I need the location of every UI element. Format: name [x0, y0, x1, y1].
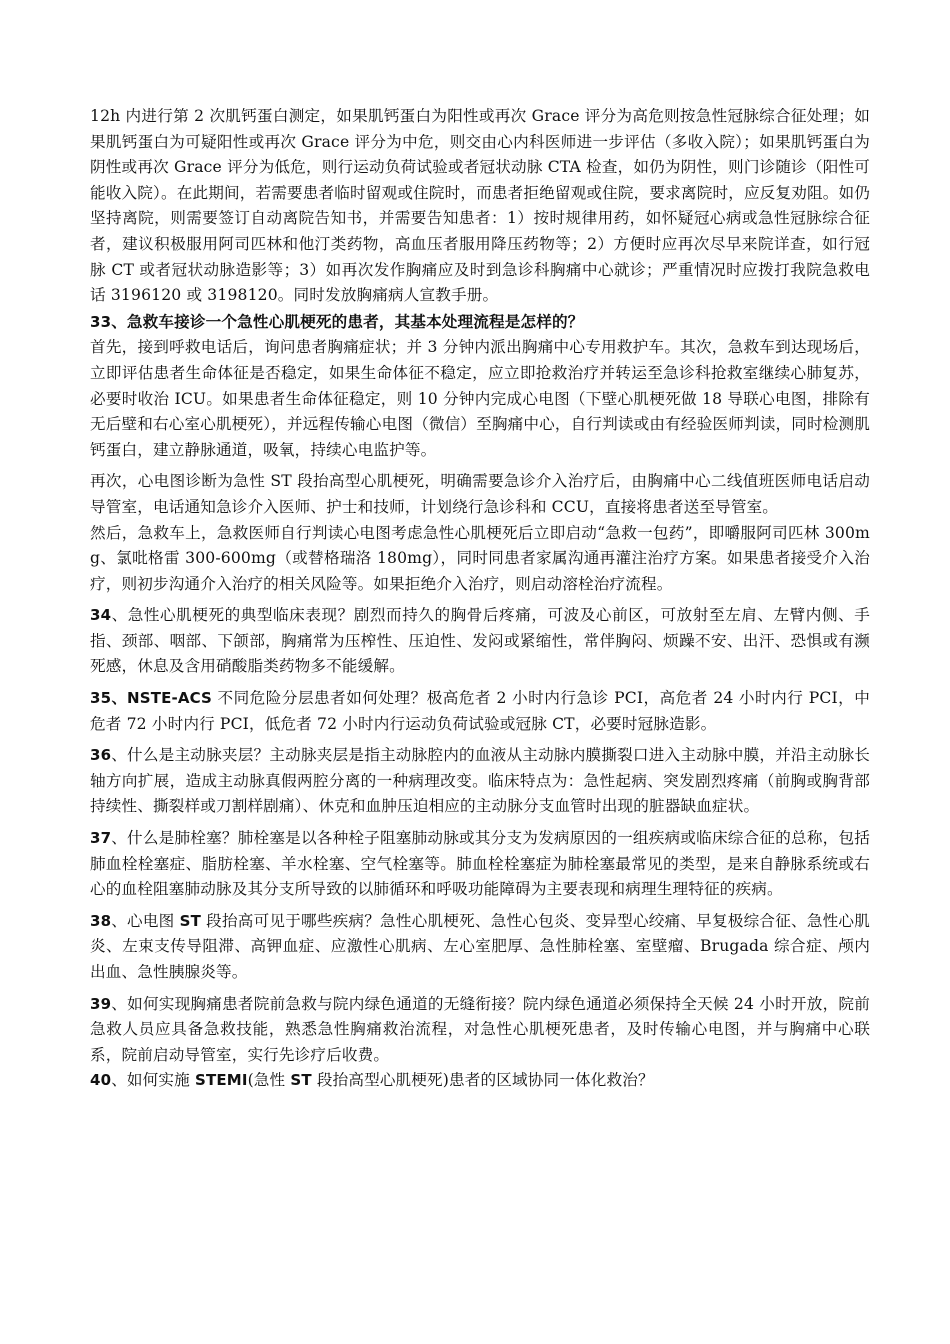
answer-paragraph-2: 再次，心电图诊断为急性 ST 段抬高型心肌梗死，明确需要急诊介入治疗后，由胸痛中心二线值班医师电话启动导管室，电话通知急诊介入医师、护士和技师，计划绕行急诊科和 CCU，直接将患者送至导管室。	[90, 472, 870, 516]
answer-paragraph-3: 然后，急救车上，急救医师自行判读心电图考虑急性心肌梗死后立即启动“急救一包药”，即嚼服阿司匹林 300mg、氯吡格雷 300-600mg（或替格瑞洛 180mg），同时同患者家属沟通再灌注治疗方案。如果患者接受介入治疗，则初步沟通介入治疗的相关风险等。如果拒绝介入治疗，则启动溶栓治疗流程。	[90, 523, 870, 593]
question-number: 35	[90, 689, 112, 708]
question-body: 、急性心肌梗死的典型临床表现？剧烈而持久的胸骨后疼痛，可波及心前区，可放射至左肩、左臂内侧、手指、颈部、咽部、下颌部，胸痛常为压榨性、压迫性、发闷或紧缩性，常伴胸闷、烦躁不安、出汗、恐惧或有濒死感，休息及含用硝酸脂类药物多不能缓解。	[90, 606, 870, 676]
bold-term: ST	[179, 911, 201, 930]
continuation-paragraph: 12h 内进行第 2 次肌钙蛋白测定，如果肌钙蛋白为阳性或再次 Grace 评分为高危则按急性冠脉综合征处理；如果肌钙蛋白为可疑阳性或再次 Grace 评分为中危，则交由心内科医师进一步评估（多收入院）；如果肌钙蛋白为阴性或再次 Grace 评分为低危，则行运动负荷试验或者冠状动脉 CTA 检查，如仍为阴性，则门诊随诊（阳性可能收入院）。在此期间，若需要患者临时留观或住院时，而患者拒绝留观或住院，要求离院时，应反复劝阻。如仍坚持离院，则需要签订自动离院告知书，并需要告知患者：1）按时规律用药，如怀疑冠心病或急性冠脉综合征者，建议积极服用阿司匹林和他汀类药物，高血压者服用降压药物等；2）方便时应再次尽早来院详查，如行冠脉 CT 或者冠状动脉造影等；3）如再次发作胸痛应及时到急诊科胸痛中心就诊；严重情况时应拨打我院急救电话 3196120 或 3198120。同时发放胸痛病人宣教手册。	[90, 107, 870, 305]
question-body-b: 段抬高可见于哪些疾病？急性心肌梗死、急性心包炎、变异型心绞痛、早复极综合征、急性心肌炎、左束支传导阻滞、高钾血症、应激性心肌病、左心室肥厚、急性肺栓塞、室壁瘤、Brugada 综合症、颅内出血、急性胰腺炎等。	[90, 911, 870, 981]
question-body: 、如何实现胸痛患者院前急救与院内绿色通道的无缝衔接？院内绿色通道必须保持全天候 24 小时开放，院前急救人员应具备急救技能，熟悉急性胸痛救治流程，对急性心肌梗死患者，及时传输心电图，并与胸痛中心联系，院前启动导管室，实行先诊疗后收费。	[90, 994, 870, 1064]
question-number: 33	[90, 312, 112, 331]
question-number: 40	[90, 1071, 112, 1090]
question-38	[90, 909, 870, 986]
question-body: 、什么是主动脉夹层？主动脉夹层是指主动脉腔内的血液从主动脉内膜撕裂口进入主动脉中膜，并沿主动脉长轴方向扩展，造成主动脉真假两腔分离的一种病理改变。临床特点为：急性起病、突发剧烈疼痛（前胸或胸背部持续性、撕裂样或刀割样剧痛）、休克和血肿压迫相应的主动脉分支血管时出现的脏器缺血症状。	[90, 746, 870, 816]
question-33	[90, 309, 870, 598]
document-page	[90, 104, 870, 1094]
question-body-a: 、心电图	[111, 911, 180, 930]
bold-term: STEMI	[195, 1071, 248, 1090]
question-body-c: 段抬高型心肌梗死)患者的区域协同一体化救治？	[311, 1071, 654, 1090]
question-35	[90, 686, 870, 737]
answer-paragraph-1: 首先，接到呼救电话后，询问患者胸痛症状；并 3 分钟内派出胸痛中心专用救护车。其次，急救车到达现场后，立即评估患者生命体征是否稳定，如果生命体征不稳定，应立即抢救治疗并转运至急诊科抢救室继续心肺复苏，必要时收治 ICU。如果患者生命体征稳定，则 10 分钟内完成心电图（下壁心肌梗死做 18 导联心电图，排除有无后壁和右心室心肌梗死），并远程传输心电图（微信）至胸痛中心，自行判读或由有经验医师判读，同时检测肌钙蛋白，建立静脉通道，吸氧，持续心电监护等。	[90, 338, 870, 459]
question-number: 37	[90, 829, 112, 848]
question-number: 38	[90, 911, 112, 930]
question-body-a: 、如何实施	[111, 1071, 196, 1090]
question-text: 、急救车接诊一个急性心肌梗死的患者，其基本处理流程是怎样的？	[111, 311, 584, 331]
bold-term: ST	[290, 1071, 312, 1090]
question-number: 34	[90, 606, 112, 625]
question-40	[90, 1068, 870, 1094]
question-36	[90, 743, 870, 820]
question-33-title	[90, 309, 870, 336]
question-39	[90, 992, 870, 1069]
question-body: 不同危险分层患者如何处理？极高危者 2 小时内行急诊 PCI，高危者 24 小时内行 PCI，中危者 72 小时内行 PCI，低危者 72 小时内行运动负荷试验或冠脉 CT，必要时冠脉造影。	[90, 689, 870, 733]
question-37	[90, 826, 870, 903]
question-34	[90, 603, 870, 680]
question-number: 36	[90, 746, 112, 765]
bold-term: 、NSTE-ACS	[111, 689, 213, 708]
question-body: 、什么是肺栓塞？肺栓塞是以各种栓子阻塞肺动脉或其分支为发病原因的一组疾病或临床综合征的总称，包括肺血栓栓塞症、脂肪栓塞、羊水栓塞、空气栓塞等。肺血栓栓塞症为肺栓塞最常见的类型，是来自静脉系统或右心的血栓阻塞肺动脉及其分支所导致的以肺循环和呼吸功能障碍为主要表现和病理生理特征的疾病。	[90, 829, 870, 899]
question-body-b: (急性	[247, 1071, 291, 1090]
question-number: 39	[90, 994, 112, 1013]
